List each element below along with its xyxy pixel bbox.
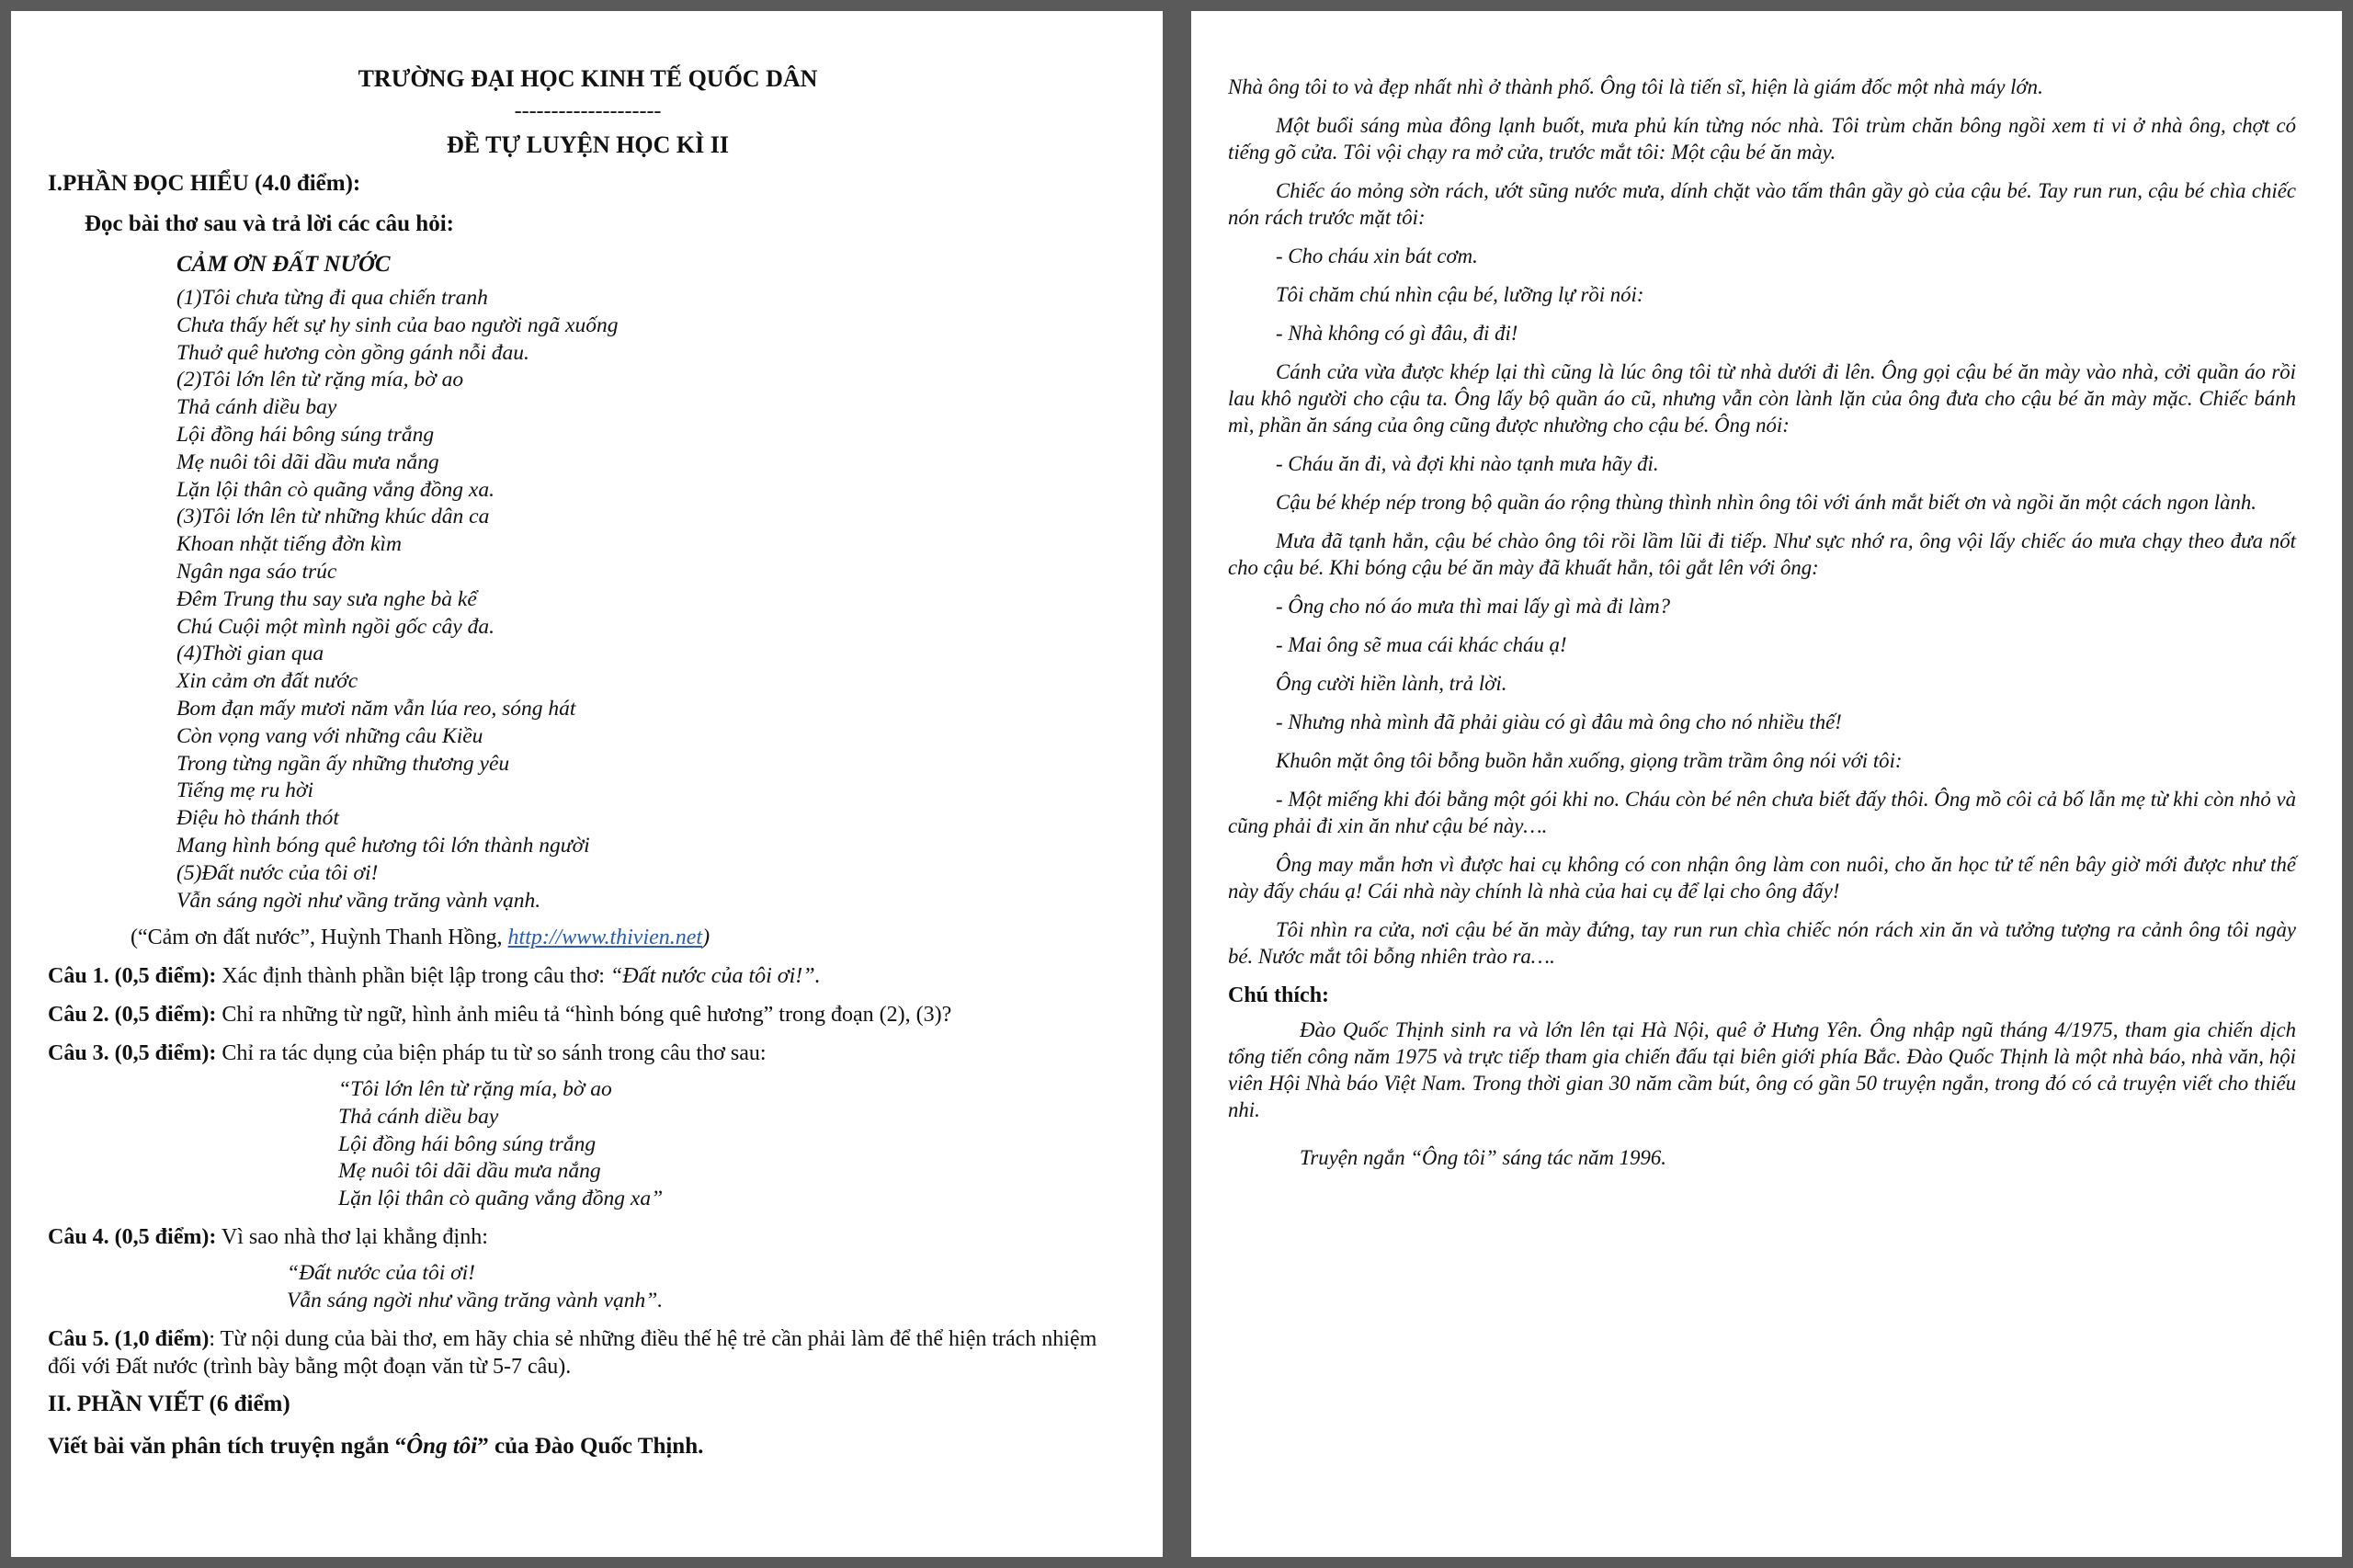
part2-heading: II. PHẦN VIẾT (6 điểm): [48, 1392, 290, 1417]
q1-label: Câu 1. (0,5 điểm):: [48, 964, 217, 989]
poem-line: (3)Tôi lớn lên từ những khúc dân ca: [176, 505, 490, 529]
source-author: Huỳnh Thanh Hồng,: [321, 926, 508, 950]
divider: --------------------: [514, 99, 662, 123]
story-paragraph: Chiếc áo mỏng sờn rách, ướt sũng nước mưa, dính chặt vào tấm thân gầy gò của cậu bé. Tay run run, cậu bé chìa chiếc nón rách trước mặt tôi:: [1228, 179, 2296, 229]
story-paragraph: - Cháu ăn đi, và đợi khi nào tạnh mưa hãy đi.: [1276, 452, 1659, 475]
poem-line: Chú Cuội một mình ngồi gốc cây đa.: [176, 614, 494, 639]
poem-line: Khoan nhặt tiếng đờn kìm: [176, 532, 402, 557]
poem-line: (1)Tôi chưa từng đi qua chiến tranh: [176, 286, 488, 310]
essay-prefix: Viết bài văn phân tích truyện ngắn “: [48, 1434, 407, 1460]
story-paragraph: Khuôn mặt ông tôi bỗng buồn hẳn xuống, giọng trầm trầm ông nói với tôi:: [1276, 749, 1903, 772]
school-name: TRƯỜNG ĐẠI HỌC KINH TẾ QUỐC DÂN: [358, 65, 818, 92]
story-paragraph: Mưa đã tạnh hẳn, cậu bé chào ông tôi rồi lầm lũi đi tiếp. Như sực nhớ ra, ông vội lấy chiếc áo mưa chạy theo đưa nốt cho cậu bé. Khi bóng cậu bé ăn mày đã khuất hẳn, tôi gắt lên với ông:: [1228, 529, 2296, 579]
q3-quote: [338, 1076, 1128, 1212]
q4-label: Câu 4. (0,5 điểm):: [48, 1225, 217, 1250]
quote-line: Lội đồng hái bông súng trắng: [338, 1131, 597, 1156]
story-text: [1228, 74, 2296, 970]
quote-line: “Tôi lớn lên từ rặng mía, bờ ao: [338, 1077, 612, 1102]
poem-line: Thuở quê hương còn gồng gánh nỗi đau.: [176, 340, 529, 365]
poem-line: Tiếng mẹ ru hời: [176, 778, 313, 803]
story-paragraph: Cậu bé khép nép trong bộ quần áo rộng thùng thình nhìn ông tôi với ánh mắt biết ơn và ngồi ăn một cách ngon lành.: [1276, 491, 2256, 514]
author-note: Đào Quốc Thịnh sinh ra và lớn lên tại Hà Nội, quê ở Hưng Yên. Ông nhập ngũ tháng 4/1975, tham gia chiến dịch tổng tiến công năm 1975 và trực tiếp tham gia chiến đấu tại biên giới phía Bắc. Đào Quốc Thịnh là một nhà báo, nhà văn, hội viên Hội Nhà báo Việt Nam. Trong thời gian 30 năm cầm bút, ông có gần 50 truyện ngắn, trong đó có cả truyện viết cho thiếu nhi.: [1228, 1018, 2296, 1121]
story-paragraph: - Nhà không có gì đâu, đi đi!: [1276, 322, 1518, 345]
question-2: [48, 1001, 1128, 1028]
q3-text: Chỉ ra tác dụng của biện pháp tu từ so sánh trong câu thơ sau:: [216, 1041, 767, 1066]
poem-line: (2)Tôi lớn lên từ rặng mía, bờ ao: [176, 368, 464, 392]
essay-prompt: [48, 1432, 1128, 1461]
exam-title: ĐỀ TỰ LUYỆN HỌC KÌ II: [447, 131, 729, 158]
poem-source: [131, 924, 1128, 951]
q1-quote: “Đất nước của tôi ơi!”.: [609, 964, 821, 989]
q5-text: : Từ nội dung của bài thơ, em hãy chia sẻ những điều thế hệ trẻ cần phải làm để thể hiện trách nhiệm đối với Đất nước (trình bày bằng một đoạn văn từ 5-7 câu).: [48, 1327, 1097, 1380]
q3-label: Câu 3. (0,5 điểm):: [48, 1041, 217, 1066]
poem-line: Lội đồng hái bông súng trắng: [176, 422, 435, 447]
poem-line: Đêm Trung thu say sưa nghe bà kể: [176, 586, 477, 611]
reading-instruction: Đọc bài thơ sau và trả lời các câu hỏi:: [85, 211, 454, 236]
story-paragraph: Ông cười hiền lành, trả lời.: [1276, 672, 1507, 695]
q1-text: Xác định thành phần biệt lập trong câu thơ:: [216, 964, 610, 989]
poem-line: Xin cảm ơn đất nước: [176, 669, 358, 694]
story-paragraph: Tôi chăm chú nhìn cậu bé, lưỡng lự rồi nói:: [1276, 283, 1644, 306]
story-paragraph: Ông may mắn hơn vì được hai cụ không có con nhận ông làm con nuôi, cho ăn học tử tế nên bây giờ mới được như thế này đấy cháu ạ! Cái nhà này chính là nhà của hai cụ để lại cho ông đấy!: [1228, 853, 2296, 903]
poem-line: Mang hình bóng quê hương tôi lớn thành người: [176, 833, 590, 858]
story-paragraph: - Cho cháu xin bát cơm.: [1276, 244, 1478, 267]
q4-quote: [287, 1260, 1128, 1314]
q5-label: Câu 5. (1,0 điểm): [48, 1327, 210, 1352]
source-link[interactable]: http://www.thivien.net: [507, 926, 703, 950]
story-paragraph: Một buổi sáng mùa đông lạnh buốt, mưa phủ kín từng nóc nhà. Tôi trùm chăn bông ngồi xem ti vi ở nhà ông, chợt có tiếng gõ cửa. Tôi vội chạy ra mở cửa, trước mắt tôi: Một cậu bé ăn mày.: [1228, 114, 2296, 164]
poem-title: CẢM ƠN ĐẤT NƯỚC: [176, 252, 391, 277]
poem-line: Mẹ nuôi tôi dãi dầu mưa nắng: [176, 449, 439, 474]
essay-story-title: Ông tôi: [406, 1434, 478, 1460]
page-left: [11, 11, 1163, 1557]
story-paragraph: - Nhưng nhà mình đã phải giàu có gì đâu mà ông cho nó nhiều thế!: [1276, 710, 1842, 733]
page-right: [1191, 11, 2342, 1557]
poem-line: Vẫn sáng ngời như vầng trăng vành vạnh.: [176, 888, 541, 913]
quote-line: Lặn lội thân cò quãng vắng đồng xa”: [338, 1186, 664, 1210]
source-title: (“Cảm ơn đất nước”,: [131, 926, 321, 950]
part1-heading: I.PHẦN ĐỌC HIỂU (4.0 điểm):: [48, 171, 361, 196]
poem-body: [176, 285, 1128, 915]
quote-line: “Đất nước của tôi ơi!: [287, 1261, 475, 1286]
question-3: [48, 1040, 1128, 1067]
poem-line: Còn vọng vang với những câu Kiều: [176, 723, 483, 748]
question-4: [48, 1223, 1128, 1251]
story-paragraph: - Mai ông sẽ mua cái khác cháu ạ!: [1276, 633, 1567, 656]
quote-line: Mẹ nuôi tôi dãi dầu mưa nắng: [338, 1159, 601, 1184]
poem-line: (5)Đất nước của tôi ơi!: [176, 860, 379, 885]
q4-text: Vì sao nhà thơ lại khẳng định:: [216, 1225, 488, 1250]
story-paragraph: - Ông cho nó áo mưa thì mai lấy gì mà đi làm?: [1276, 595, 1671, 618]
question-1: [48, 962, 1128, 990]
poem-line: Điệu hò thánh thót: [176, 806, 339, 831]
essay-suffix: ” của Đào Quốc Thịnh.: [477, 1434, 704, 1460]
story-paragraph: Nhà ông tôi to và đẹp nhất nhì ở thành phố. Ông tôi là tiến sĩ, hiện là giám đốc một nhà máy lớn.: [1228, 75, 2043, 98]
story-paragraph: Cánh cửa vừa được khép lại thì cũng là lúc ông tôi từ nhà dưới đi lên. Ông gọi cậu bé ăn mày vào nhà, cởi quần áo rồi lau khô người cho cậu ta. Ông lấy bộ quần áo cũ, nhưng vẫn còn lành lặn của ông đưa cho cậu bé ăn mày mặc. Chiếc bánh mì, phần ăn sáng của ông cũng được nhường cho cậu bé. Ông nói:: [1228, 360, 2296, 437]
note-heading: Chú thích:: [1228, 983, 1330, 1007]
story-date-note: Truyện ngắn “Ông tôi” sáng tác năm 1996.: [1300, 1145, 1666, 1169]
poem-line: Thả cánh diều bay: [176, 395, 337, 420]
poem-line: Trong từng ngần ấy những thương yêu: [176, 751, 510, 776]
story-paragraph: - Một miếng khi đói bằng một gói khi no. Cháu còn bé nên chưa biết đấy thôi. Ông mồ côi cả bố lẫn mẹ từ khi còn nhỏ và cũng phải đi xin ăn như cậu bé này….: [1228, 788, 2296, 837]
quote-line: Vẫn sáng ngời như vầng trăng vành vạnh”.: [287, 1288, 664, 1312]
story-paragraph: Tôi nhìn ra cửa, nơi cậu bé ăn mày đứng, tay run run chìa chiếc nón rách xin ăn và tưởng tượng ra cảnh ông tôi ngày bé. Nước mắt tôi bỗng nhiên trào ra….: [1228, 918, 2296, 968]
poem-line: Bom đạn mấy mươi năm vẫn lúa reo, sóng hát: [176, 696, 576, 721]
poem-line: Lặn lội thân cò quãng vắng đồng xa.: [176, 477, 494, 502]
poem-line: (4)Thời gian qua: [176, 642, 324, 666]
poem-line: Ngân nga sáo trúc: [176, 559, 337, 584]
q2-text: Chỉ ra những từ ngữ, hình ảnh miêu tả “hình bóng quê hương” trong đoạn (2), (3)?: [216, 1003, 952, 1028]
question-5: [48, 1325, 1128, 1381]
q2-label: Câu 2. (0,5 điểm):: [48, 1003, 217, 1028]
poem-line: Chưa thấy hết sự hy sinh của bao người ngã xuống: [176, 312, 619, 337]
quote-line: Thả cánh diều bay: [338, 1104, 499, 1129]
source-suffix: ): [702, 926, 710, 950]
